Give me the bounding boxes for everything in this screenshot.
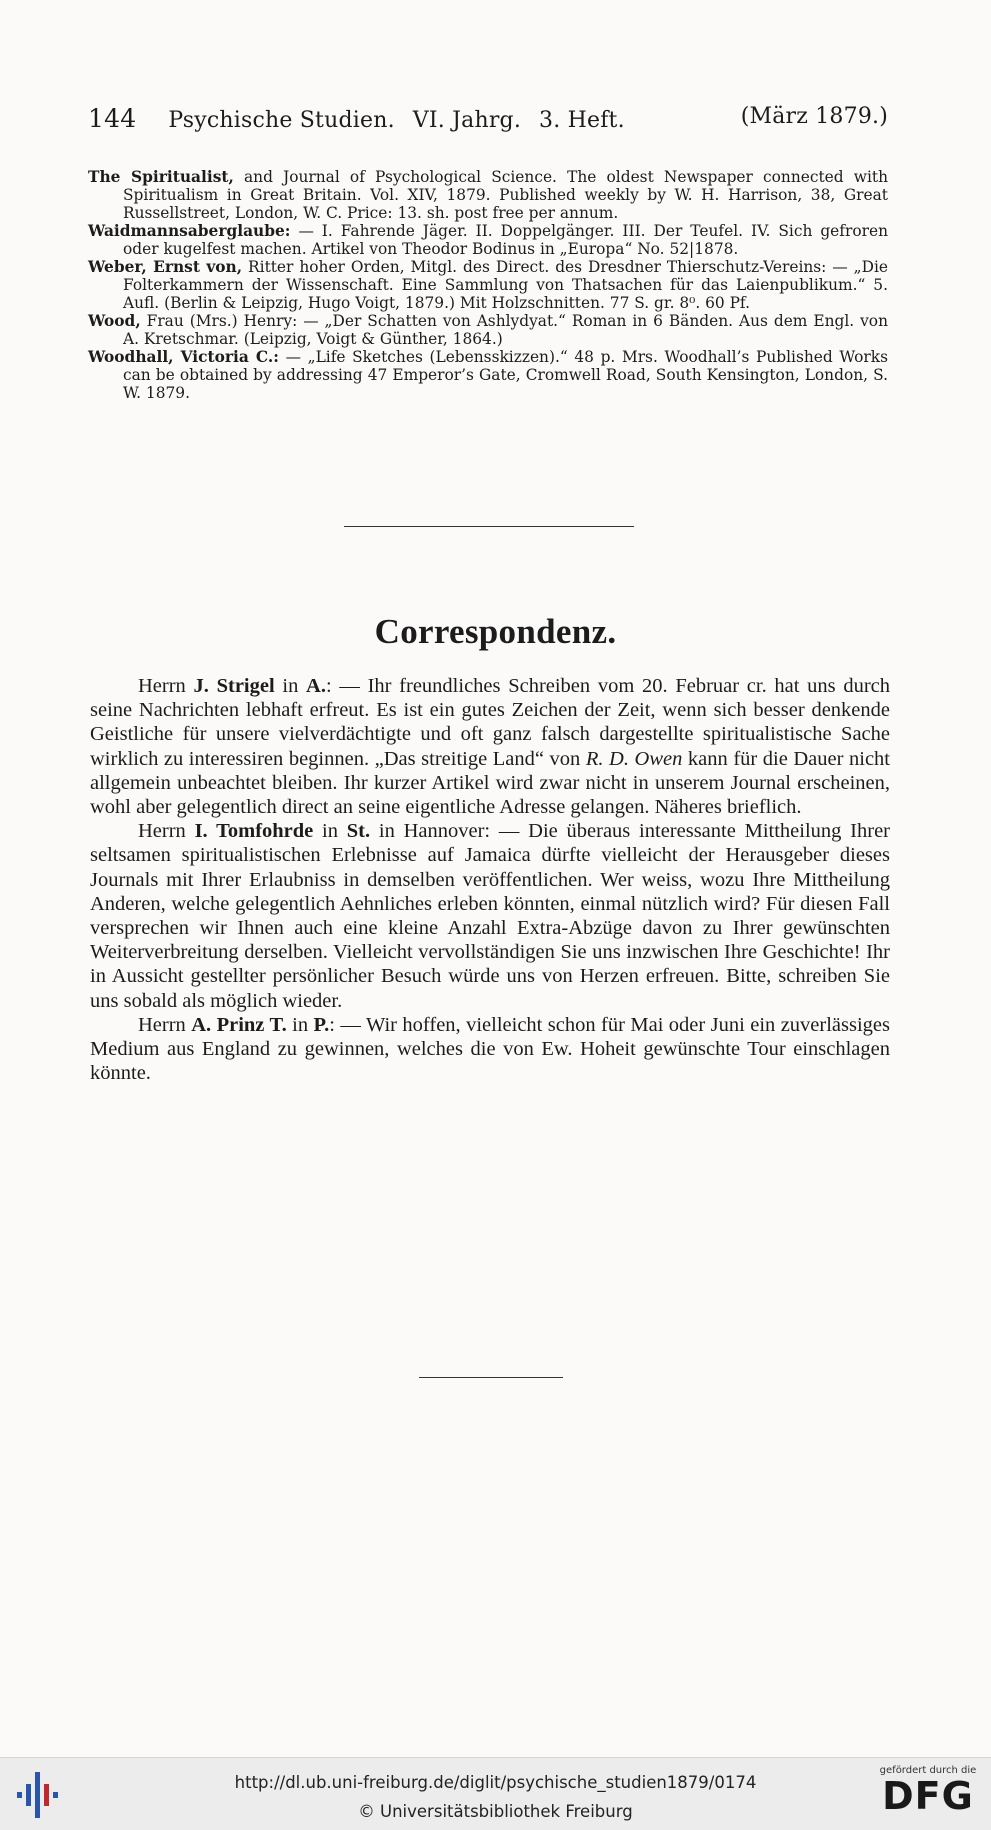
bibliography-list xyxy=(88,168,888,402)
section-divider xyxy=(344,526,634,527)
viewer-footer xyxy=(0,1757,991,1830)
letter-paragraph xyxy=(90,819,890,1013)
recipient-name: J. Strigel xyxy=(193,675,275,697)
letter-text-continued: kann für die Dauer nicht allgemein unbeachtet bleiben. Ihr kurzer Artikel wird zwar nicht in unserem Journal erscheinen, wohl aber gelegentlich direct an seine eigentliche Adresse gelangen. Näheres brieflich. xyxy=(90,747,890,819)
issue-date: (März 1879.) xyxy=(740,104,888,129)
copyright-notice: © Universitätsbibliothek Freiburg xyxy=(358,1802,633,1821)
entry-head: Waidmannsaberglaube: xyxy=(88,222,291,240)
letter-text: : — Wir hoffen, vielleicht schon für Mai oder Juni ein zuverlässiges Medium aus England zu gewinnen, welches die von Ew. Hoheit gewünschte Tour einschlagen könnte. xyxy=(90,1013,891,1085)
letter-paragraph xyxy=(90,674,890,819)
cited-author: R. D. Owen xyxy=(585,747,683,770)
bibliography-entry xyxy=(88,348,888,402)
entry-text: and Journal of Psychological Science. The oldest Newspaper connected with Spiritualism in Great Britain. Vol. XIV, 1879. Published weekly by W. H. Harrison, 38, Great Russellstreet, London, W. C. Price: 13. sh. post free per annum. xyxy=(123,168,888,222)
running-header xyxy=(88,104,888,133)
entry-head: Weber, Ernst von, xyxy=(88,258,243,276)
recipient-name: I. Tomfohrde xyxy=(194,820,314,843)
bibliography-entry xyxy=(88,222,888,258)
entry-head: The Spiritualist, xyxy=(88,168,234,186)
correspondence-body xyxy=(90,674,890,1085)
recipient-place: A. xyxy=(306,675,326,697)
entry-text: Frau (Mrs.) Henry: — „Der Schatten von Ashlydyat.“ Roman in 6 Bänden. Aus dem Engl. von A. Kretschmar. (Leipzig, Voigt & Günther, 1864.) xyxy=(123,312,888,348)
volume-label: VI. Jahrg. xyxy=(412,108,522,133)
entry-text: — „Life Sketches (Lebensskizzen).“ 48 p. Mrs. Woodhall’s Published Works can be obtained by addressing 47 Emperor’s Gate, Cromwell Road, South Kensington, London, S. W. 1879. xyxy=(123,348,888,402)
letter-paragraph xyxy=(90,1013,890,1086)
page-number: 144 xyxy=(88,104,137,133)
bibliography-entry xyxy=(88,258,888,312)
recipient-name: A. Prinz T. xyxy=(191,1013,287,1036)
letter-text: : — Ihr freundliches Schreiben vom 20. Februar cr. hat uns durch seine Nachrichten lebhaft erfreut. Es ist ein gutes Zeichen der Zeit, wenn sich besser denkende Geistliche für unsere vielverdächtigte und oft ganz falsch dargestellte spiritualistische Sache wirklich zu interessiren beginnen. „Das streitige Land“ von xyxy=(90,675,891,770)
letter-connector: in xyxy=(286,1013,314,1036)
dfg-logo xyxy=(876,1765,980,1825)
letter-connector: in xyxy=(313,820,347,843)
funder-name: DFG xyxy=(882,1774,974,1818)
section-title: Correspondenz. xyxy=(374,612,617,651)
letter-text: in Hannover: — Die überaus interessante Mittheilung Ihrer seltsamen spiritualistischen Erlebnisse auf Jamaica dürfte vielleicht der Herausgeber dieses Journals mit Ihrer Erlaubniss in demselben veröffentlichen. Wer weiss, wozu Ihre Mittheilung Anderen, welche gelegentlich Aehnliches erleben könnten, einmal nützlich wird? Für diesen Fall versprechen wir Ihnen auch eine kleine Anzahl Extra-Abzüge davon zu Ihrer gewünschten Weiterverbreitung derselben. Vielleicht vervollständigen Sie uns inzwischen Ihre Geschichte! Ihr in Aussicht gestellter persönlicher Besuch würde uns von Herzen erfreuen. Bitte, schreiben Sie uns sobald als möglich wieder. xyxy=(90,820,890,1012)
letter-connector: in xyxy=(274,675,307,697)
entry-text: Ritter hoher Orden, Mitgl. des Direct. des Dresdner Thierschutz-Vereins: — „Die Folterkammern der Wissenschaft. Eine Sammlung von Thatsachen für das Laienpublikum.“ 5. Aufl. (Berlin & Leipzig, Hugo Voigt, 1879.) Mit Holzschnitten. 77 S. gr. 8⁰. 60 Pf. xyxy=(123,258,888,312)
recipient-place: P. xyxy=(313,1013,330,1036)
page-permalink[interactable]: http://dl.ub.uni-freiburg.de/diglit/psychische_studien1879/0174 xyxy=(234,1773,757,1792)
bibliography-entry xyxy=(88,312,888,348)
funding-note: gefördert durch die xyxy=(879,1765,977,1776)
issue-label: 3. Heft. xyxy=(539,108,625,133)
letter-salutation: Herrn xyxy=(138,820,195,843)
letter-salutation: Herrn xyxy=(138,675,194,697)
entry-head: Woodhall, Victoria C.: xyxy=(88,348,279,366)
journal-title: Psychische Studien. xyxy=(168,108,395,133)
entry-text: — I. Fahrende Jäger. II. Doppelgänger. III. Der Teufel. IV. Sich gefroren oder kugelfest machen. Artikel von Theodor Bodinus in „Europa“ No. 52|1878. xyxy=(123,222,888,258)
entry-head: Wood, xyxy=(88,312,141,330)
recipient-place: St. xyxy=(346,820,371,843)
bibliography-entry xyxy=(88,168,888,222)
letter-salutation: Herrn xyxy=(138,1013,192,1036)
end-divider xyxy=(419,1377,563,1378)
